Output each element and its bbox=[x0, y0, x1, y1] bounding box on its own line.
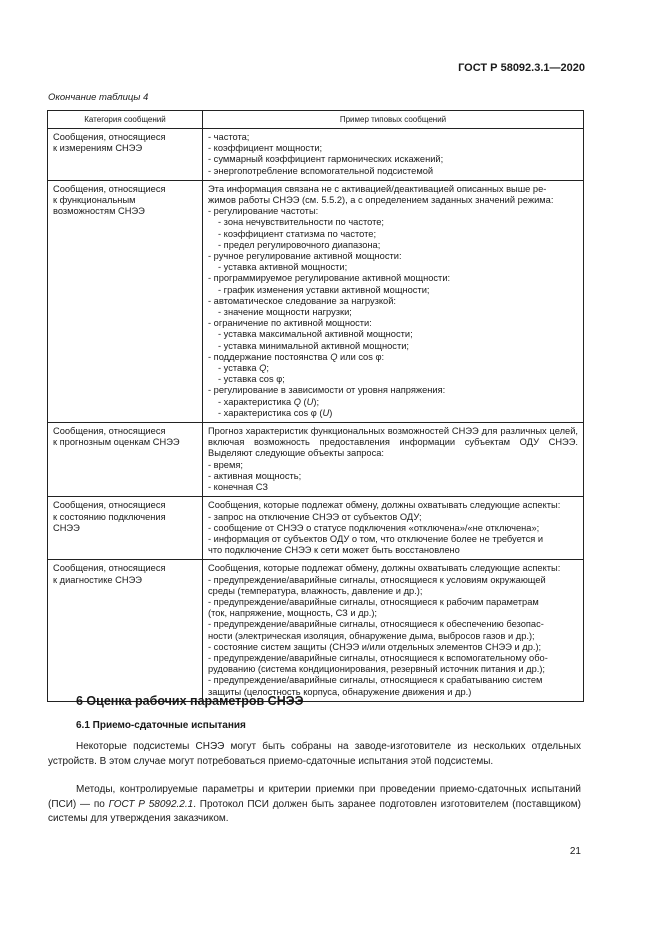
sub-list-item: - значение мощности нагрузки; bbox=[218, 307, 352, 318]
examples-cell bbox=[203, 423, 584, 497]
list-item: - сообщение от СНЭЭ о статусе подключения «отключена»/«не отключена»; bbox=[208, 522, 540, 533]
text-line: Сообщения, которые подлежат обмену, должны охватывать следующие аспекты: bbox=[208, 563, 561, 574]
paragraph: Прогноз характеристик функциональных возможностей СНЭЭ для различных целей, включая возможность предоставления информации субъектам ОДУ СНЭЭ. Выделяют следующие объекты запроса: bbox=[208, 426, 578, 459]
text-fragment: U bbox=[306, 396, 314, 407]
list-item: - регулирование частоты: bbox=[208, 206, 319, 217]
list-item: - ограничение по активной мощности: bbox=[208, 318, 372, 329]
list-item: - автоматическое следование за нагрузкой: bbox=[208, 295, 397, 306]
list-item: - время; bbox=[208, 459, 243, 470]
text-fragment: - поддержание постоянства bbox=[208, 351, 331, 362]
text-fragment: Методы, контролируемые параметры и критерии приемки при проведении приемо-сдаточных испытаний (ПСИ) — по bbox=[48, 784, 581, 810]
text-line: среды (температура, влажность, давление и др.); bbox=[208, 585, 423, 596]
category-line: к измерениям СНЭЭ bbox=[53, 143, 143, 154]
text-line: защиты (целостность корпуса, обнаружение движения и др.) bbox=[208, 686, 472, 697]
list-item: - запрос на отключение СНЭЭ от субъектов ОДУ; bbox=[208, 511, 422, 522]
text-fragment: . Протокол ПСИ должен быть заранее подготовлен изготовителем (поставщиком) системы для утверждения заказчиком. bbox=[48, 798, 581, 824]
list-item: - активная мощность; bbox=[208, 470, 302, 481]
list-item: - предупреждение/аварийные сигналы, относящиеся к рабочим параметрам bbox=[208, 596, 539, 607]
list-item: - предупреждение/аварийные сигналы, относящиеся к условиям окружающей bbox=[208, 574, 546, 585]
text-fragment: Q bbox=[293, 396, 301, 407]
list-item: - состояние систем защиты (СНЭЭ и/или отдельных элементов СНЭЭ и др.); bbox=[208, 641, 542, 652]
category-line: Сообщения, относящиеся bbox=[53, 426, 166, 437]
list-item: - программируемое регулирование активной мощности: bbox=[208, 273, 451, 284]
list-item: - конечная СЗ bbox=[208, 482, 269, 493]
sub-list-item: - зона нечувствительности по частоте; bbox=[218, 217, 385, 228]
text-line: жимов работы СНЭЭ (см. 5.5.2), а с определением заданных значений режима: bbox=[208, 195, 554, 206]
table-header-row bbox=[48, 111, 584, 129]
text-line: Эта информация связана не с активацией/деактивацией описанных выше ре- bbox=[208, 183, 547, 194]
page-number: 21 bbox=[569, 846, 581, 857]
list-item: - частота; bbox=[208, 132, 250, 142]
sub-list-item: - уставка максимальной активной мощности; bbox=[218, 329, 413, 340]
text-fragment: Q bbox=[259, 363, 267, 374]
category-cell bbox=[48, 423, 203, 497]
examples-cell bbox=[203, 129, 584, 181]
messages-table bbox=[47, 110, 584, 702]
category-line: СНЭЭ bbox=[53, 522, 80, 533]
category-line: Сообщения, относящиеся bbox=[53, 500, 166, 511]
table-row bbox=[48, 129, 584, 181]
text-line: Сообщения, которые подлежат обмену, должны охватывать следующие аспекты: bbox=[208, 500, 561, 511]
category-cell bbox=[48, 497, 203, 560]
list-item: - энергопотребление вспомогательной подсистемой bbox=[208, 165, 434, 176]
category-line: Сообщения, относящиеся bbox=[53, 563, 166, 574]
category-line: Сообщения, относящиеся bbox=[53, 183, 166, 194]
list-item: - ручное регулирование активной мощности: bbox=[208, 251, 402, 262]
section-heading: 6 Оценка рабочих параметров СНЭЭ bbox=[76, 694, 304, 708]
list-item: - суммарный коэффициент гармонических искажений; bbox=[208, 154, 444, 165]
subsection-heading: 6.1 Приемо-сдаточные испытания bbox=[76, 720, 246, 731]
table-caption: Окончание таблицы 4 bbox=[48, 92, 149, 103]
category-line: к функциональным bbox=[53, 195, 136, 206]
examples-cell bbox=[203, 560, 584, 701]
text-fragment: ) bbox=[329, 407, 333, 418]
sub-list-item: - график изменения уставки активной мощности; bbox=[218, 284, 430, 295]
paragraph: Некоторые подсистемы СНЭЭ могут быть собраны на заводе-изготовителе из нескольких отдельных устройств. В этом случае могут потребоваться приемо-сдаточные испытания этой подсистемы. bbox=[48, 741, 581, 767]
table-row bbox=[48, 560, 584, 701]
category-line: к состоянию подключения bbox=[53, 511, 166, 522]
category-line: возможностям СНЭЭ bbox=[53, 206, 145, 217]
sub-list-item bbox=[208, 397, 578, 408]
category-cell bbox=[48, 129, 203, 181]
text-fragment: Q bbox=[330, 351, 338, 362]
category-line: к диагностике СНЭЭ bbox=[53, 574, 142, 585]
list-item: - предупреждение/аварийные сигналы, относящиеся к вспомогательному обо- bbox=[208, 652, 548, 663]
text-fragment: ( bbox=[300, 396, 307, 407]
list-item bbox=[208, 352, 578, 363]
document-id-header: ГОСТ Р 58092.3.1—2020 bbox=[458, 62, 585, 74]
list-item: - регулирование в зависимости от уровня напряжения: bbox=[208, 385, 446, 396]
sub-list-item: - уставка активной мощности; bbox=[218, 262, 348, 273]
table-row bbox=[48, 497, 584, 560]
sub-list-item: - предел регулировочного диапазона; bbox=[218, 239, 381, 250]
category-cell bbox=[48, 560, 203, 701]
column-header-category: Категория сообщений bbox=[48, 111, 203, 129]
paragraph bbox=[48, 783, 581, 827]
text-fragment: - характеристика bbox=[218, 396, 294, 407]
sub-list-item bbox=[208, 363, 578, 374]
list-item: - коэффициент мощности; bbox=[208, 143, 323, 154]
text-line: (ток, напряжение, мощность, СЗ и др.); bbox=[208, 608, 378, 619]
list-item: - информация от субъектов ОДУ о том, что отключение более не требуется и bbox=[208, 533, 544, 544]
text-line: рудованию (система кондиционирования, резервный источник питания и др.); bbox=[208, 664, 546, 675]
table-row bbox=[48, 180, 584, 422]
text-fragment: или cos φ: bbox=[337, 351, 385, 362]
sub-list-item bbox=[208, 408, 578, 419]
category-line: к прогнозным оценкам СНЭЭ bbox=[53, 437, 180, 448]
text-line: что подключение СНЭЭ к сети может быть восстановлено bbox=[208, 545, 460, 556]
sub-list-item: - уставка минимальной активной мощности; bbox=[218, 340, 409, 351]
category-line: Сообщения, относящиеся bbox=[53, 132, 166, 142]
category-cell bbox=[48, 180, 203, 422]
text-fragment: ); bbox=[313, 396, 320, 407]
column-header-examples: Пример типовых сообщений bbox=[203, 111, 584, 129]
table-row bbox=[48, 423, 584, 497]
sub-list-item: - коэффициент статизма по частоте; bbox=[218, 228, 377, 239]
list-item: - предупреждение/аварийные сигналы, относящиеся к срабатыванию систем bbox=[208, 675, 543, 686]
text-fragment: - характеристика cos φ ( bbox=[218, 407, 323, 418]
text-fragment: U bbox=[322, 407, 330, 418]
standard-reference: ГОСТ Р 58092.2.1 bbox=[108, 798, 194, 810]
list-item: - предупреждение/аварийные сигналы, относящиеся к обеспечению безопас- bbox=[208, 619, 544, 630]
text-fragment: ; bbox=[266, 363, 269, 374]
sub-list-item: - уставка cos φ; bbox=[218, 374, 285, 385]
examples-cell bbox=[203, 180, 584, 422]
text-fragment: - уставка bbox=[218, 363, 260, 374]
examples-cell bbox=[203, 497, 584, 560]
text-line: ности (электрическая изоляция, обнаружение дыма, выбросов газов и др.); bbox=[208, 630, 535, 641]
